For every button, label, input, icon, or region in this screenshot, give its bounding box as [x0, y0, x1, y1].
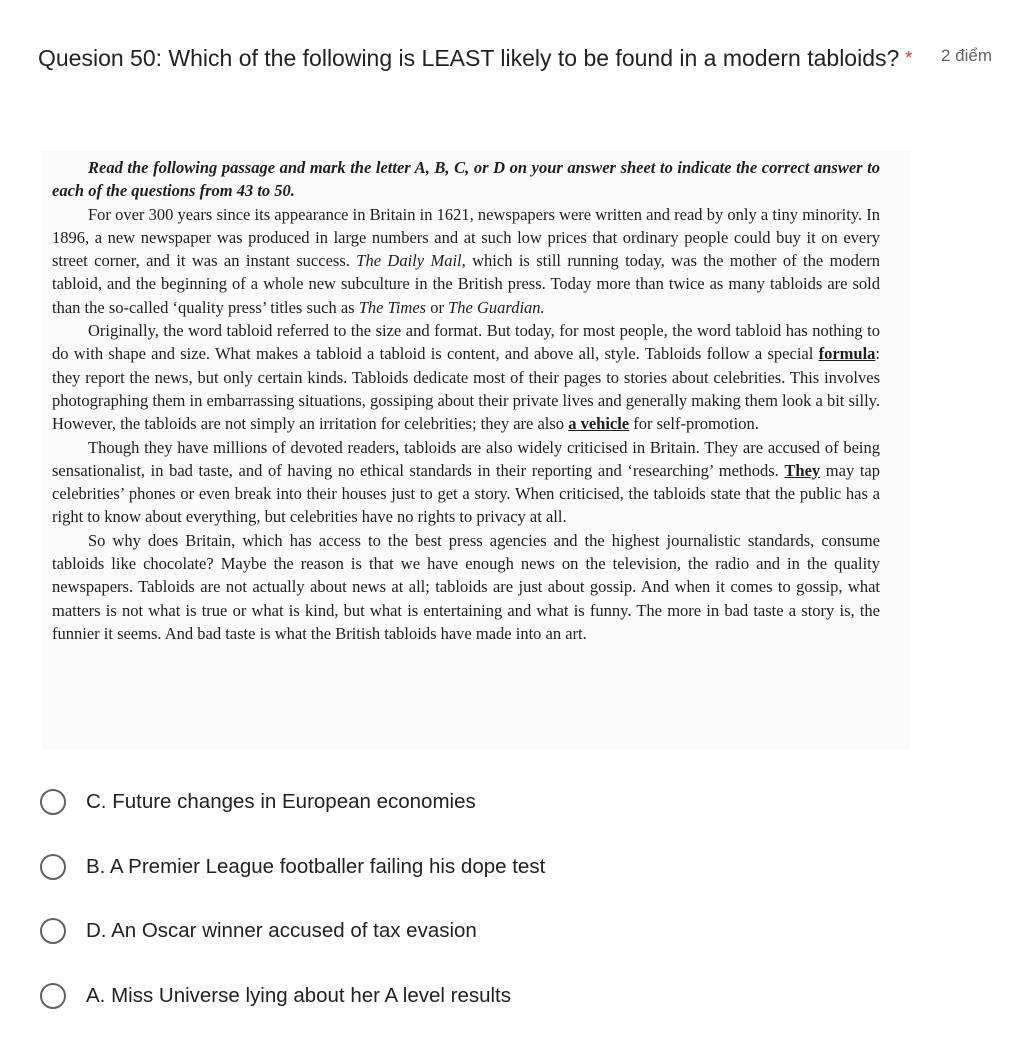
- passage-paragraph-2: [52, 319, 880, 435]
- radio-button-icon[interactable]: [40, 789, 66, 815]
- p2-a-vehicle: a vehicle: [568, 414, 630, 434]
- option-label[interactable]: C. Future changes in European economies: [86, 790, 476, 814]
- passage-image: [42, 150, 910, 750]
- p1-daily-mail: The Daily Mail,: [356, 251, 466, 271]
- p1-text-b: which is still running today, was the mother of the modern tabloid, and the beginning of a whole new subculture in the British press. Today more than twice as many tabloids are sold than the so-called ‘quality press’ titles such as: [52, 251, 880, 317]
- question-header: [38, 38, 998, 78]
- option-label[interactable]: D. An Oscar winner accused of tax evasion: [86, 919, 477, 943]
- option-label[interactable]: A. Miss Universe lying about her A level results: [86, 983, 511, 1007]
- question-title: [38, 38, 918, 78]
- p2-text-b: : they report the news, but only certain kinds. Tabloids dedicate most of their pages to stories about celebrities. This involves photographing them in embarrassing situations, gossiping about their private lives and generally making them look a bit silly. However, the tabloids are not simply an irritation for celebrities; they are also: [52, 344, 880, 434]
- radio-button-icon[interactable]: [40, 918, 66, 944]
- radio-button-icon[interactable]: [40, 983, 66, 1009]
- passage-paragraph-1: [52, 203, 880, 319]
- option-a[interactable]: [36, 964, 936, 1029]
- option-d[interactable]: [36, 899, 936, 964]
- p2-formula: formula: [818, 344, 876, 364]
- passage-paragraph-4: So why does Britain, which has access to the best press agencies and the highest journalistic standards, consume tabloids like chocolate? Maybe the reason is that we have enough news on the television, the radio and in the quality newspapers. Tabloids are not actually about news at all; tabloids are just about gossip. And when it comes to gossip, what matters is not what is true or what is kind, but what is entertaining and what is funny. The more in bad taste a story is, the funnier it seems. And bad taste is what the British tabloids have made into an art.: [52, 530, 880, 643]
- option-c[interactable]: [36, 770, 936, 835]
- p1-text-a: For over 300 years since its appearance in Britain in 1621, newspapers were written and read by only a tiny minority. In 1896, a new newspaper was produced in large numbers and at such low prices that ordinary people could buy it on every street corner, and it was an instant success.: [52, 204, 880, 271]
- p2-text-a: Originally, the word tabloid referred to the size and format. But today, for most people, the word tabloid has nothing to do with shape and size. What makes a tabloid a tabloid is content, and above all, style. Tabloids follow a special: [52, 321, 880, 364]
- p3-text-b: may tap celebrities’ phones or even break into their houses just to get a story. When criticised, the tabloids state that the public has a right to know about everything, but celebrities have no rights to privacy at all.: [52, 460, 880, 527]
- question-title-text: Quesion 50: Which of the following is LEAST likely to be found in a modern tabloids?: [38, 45, 900, 71]
- p3-text-a: Though they have millions of devoted readers, tabloids are also widely criticised in Britain. They are accused of being sensationalist, in bad taste, and of having no ethical standards in their reporting and ‘researching’ methods.: [52, 437, 880, 480]
- p2-text-c: for self-promotion.: [629, 414, 759, 434]
- required-marker: *: [905, 48, 913, 68]
- option-b[interactable]: [36, 835, 936, 900]
- p3-they: They: [784, 460, 821, 480]
- passage-instruction: Read the following passage and mark the letter A, B, C, or D on your answer sheet to indicate the correct answer to each of the questions from 43 to 50.: [52, 158, 880, 201]
- option-label[interactable]: B. A Premier League footballer failing his dope test: [86, 854, 546, 878]
- passage-paragraph-3: [52, 436, 880, 529]
- points-label: 2 điểm: [940, 46, 992, 65]
- answer-options: [36, 770, 936, 1028]
- p1-or: or: [426, 297, 449, 317]
- p1-the-times: The Times: [358, 297, 427, 317]
- p1-the-guardian: The Guardian.: [448, 297, 545, 317]
- radio-button-icon[interactable]: [40, 854, 66, 880]
